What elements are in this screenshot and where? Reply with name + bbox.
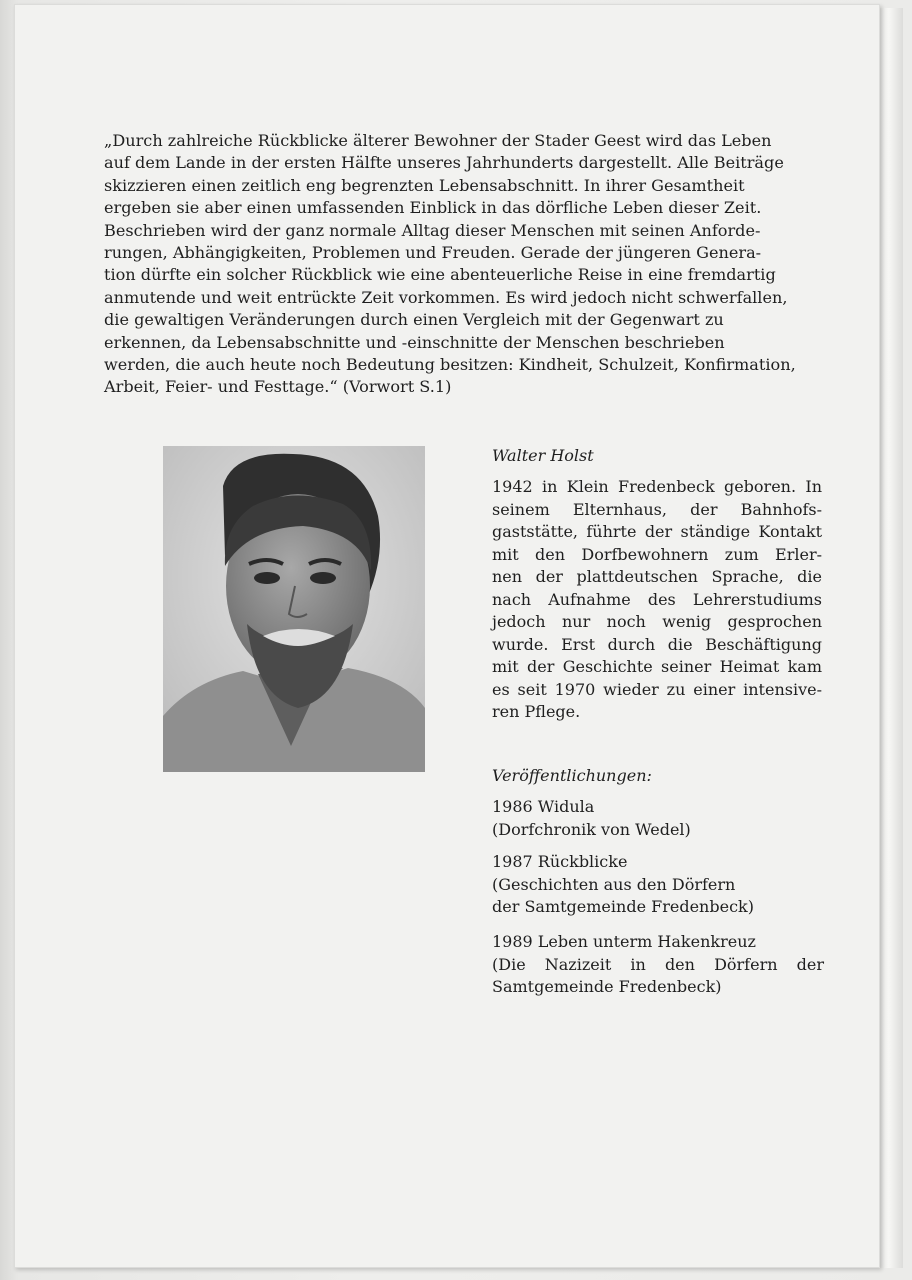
publication-line: (Die Nazizeit in den Dörfern der bbox=[492, 954, 824, 974]
publication-line: 1989 Leben unterm Hakenkreuz bbox=[492, 932, 756, 951]
publication-item bbox=[492, 796, 824, 841]
publication-line: Samtgemeinde Fredenbeck) bbox=[492, 977, 722, 996]
bio-line: mit den Dorfbewohnern zum Erler- bbox=[492, 544, 822, 564]
publication-line: 1987 Rückblicke bbox=[492, 852, 628, 871]
quote-line: skizzieren einen zeitlich eng begrenzten Lebensabschnitt. In ihrer Gesamtheit bbox=[104, 175, 745, 195]
publication-item bbox=[492, 851, 824, 919]
book-spine bbox=[878, 8, 903, 1268]
publication-line: der Samtgemeinde Fredenbeck) bbox=[492, 897, 754, 916]
foreword-quote bbox=[104, 130, 820, 399]
quote-line: Beschrieben wird der ganz normale Alltag dieser Menschen mit seinen Anforde- bbox=[104, 220, 761, 240]
quote-line: die gewaltigen Veränderungen durch einen Vergleich mit der Gegenwart zu bbox=[104, 310, 724, 330]
bio-line: ren Pflege. bbox=[492, 702, 581, 721]
bio-line: nen der plattdeutschen Sprache, die bbox=[492, 567, 822, 586]
quote-line: Arbeit, Feier- und Festtage.“ (Vorwort S.1) bbox=[104, 377, 452, 397]
quote-line: werden, die auch heute noch Bedeutung besitzen: Kindheit, Schulzeit, Konfirmation, bbox=[104, 355, 796, 375]
publication-item bbox=[492, 931, 824, 999]
bio-line: 1942 in Klein Fredenbeck geboren. In bbox=[492, 477, 822, 496]
bio-line: jedoch nur noch wenig gesprochen bbox=[492, 612, 822, 631]
author-portrait-photo bbox=[163, 446, 425, 772]
quote-line: tion dürfte ein solcher Rückblick wie eine abenteuerliche Reise in eine fremdartig bbox=[104, 265, 776, 285]
bio-line: es seit 1970 wieder zu einer intensive- bbox=[492, 679, 822, 699]
publication-line: 1986 Widula bbox=[492, 797, 595, 816]
quote-line: anmutende und weit entrückte Zeit vorkommen. Es wird jedoch nicht schwerfallen, bbox=[104, 287, 788, 307]
portrait-illustration bbox=[163, 446, 425, 772]
bio-line: seinem Elternhaus, der Bahnhofs- bbox=[492, 499, 822, 519]
quote-line: auf dem Lande in der ersten Hälfte unseres Jahrhunderts dargestellt. Alle Beiträge bbox=[104, 153, 784, 173]
bio-line: wurde. Erst durch die Beschäftigung bbox=[492, 634, 822, 654]
publication-line: (Dorfchronik von Wedel) bbox=[492, 819, 691, 839]
publication-line: (Geschichten aus den Dörfern bbox=[492, 874, 736, 894]
quote-line: erkennen, da Lebensabschnitte und -einschnitte der Menschen beschrieben bbox=[104, 332, 725, 352]
bio-line: gaststätte, führte der ständige Kontakt bbox=[492, 522, 822, 541]
author-name: Walter Holst bbox=[492, 446, 594, 465]
quote-line: rungen, Abhängigkeiten, Problemen und Freuden. Gerade der jüngeren Genera- bbox=[104, 243, 762, 263]
author-bio-section bbox=[492, 444, 822, 724]
bio-line: mit der Geschichte seiner Heimat kam bbox=[492, 657, 822, 676]
quote-line: „Durch zahlreiche Rückblicke älterer Bewohner der Stader Geest wird das Leben bbox=[104, 131, 772, 150]
author-bio-text bbox=[492, 476, 822, 724]
publications-heading: Veröffentlichungen: bbox=[492, 766, 652, 785]
quote-line: ergeben sie aber einen umfassenden Einblick in das dörfliche Leben dieser Zeit. bbox=[104, 198, 762, 218]
bio-line: nach Aufnahme des Lehrerstudiums bbox=[492, 589, 822, 609]
